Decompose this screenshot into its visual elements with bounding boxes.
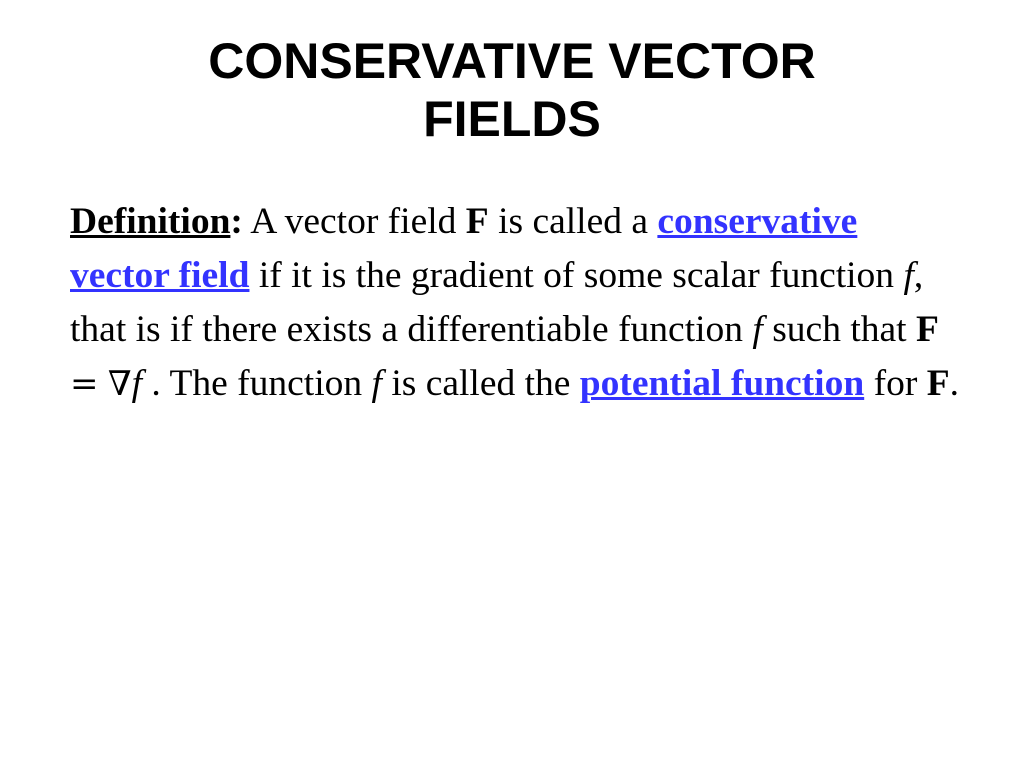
- definition-label: Definition: [70, 201, 231, 242]
- equals-sign: =: [70, 364, 99, 404]
- definition-text-3: if it is the gradient of some scalar function: [249, 255, 904, 296]
- definition-paragraph: [70, 195, 960, 411]
- definition-text-1: A vector field: [242, 201, 466, 242]
- vector-field-symbol: F: [465, 201, 489, 242]
- conservative-vector-field-link[interactable]: conservative vector field: [70, 201, 858, 296]
- definition-text-7: is called the: [381, 363, 580, 404]
- definition-text-5: such that: [762, 309, 916, 350]
- definition-text-4: , that is if there exists a differentiable function: [70, 255, 924, 350]
- slide-title-line-2: FIELDS: [423, 91, 601, 147]
- scalar-function-symbol-3: f: [371, 363, 382, 404]
- definition-period: .: [949, 363, 959, 404]
- equation-vector-field-symbol: F: [915, 309, 939, 350]
- equation-function-symbol: f: [131, 363, 143, 404]
- vector-field-symbol-end: F: [926, 363, 950, 404]
- scalar-function-symbol: f: [903, 255, 914, 296]
- slide-title-line-1: CONSERVATIVE VECTOR: [208, 33, 816, 89]
- definition-colon: :: [230, 201, 243, 242]
- definition-text-2: is called a: [488, 201, 658, 242]
- slide-title: [0, 32, 1024, 148]
- nabla-icon: ∇: [107, 364, 132, 404]
- scalar-function-symbol-2: f: [752, 309, 763, 350]
- definition-text-6: . The function: [142, 363, 372, 404]
- potential-function-link[interactable]: potential function: [579, 363, 865, 404]
- definition-text-8: for: [864, 363, 927, 404]
